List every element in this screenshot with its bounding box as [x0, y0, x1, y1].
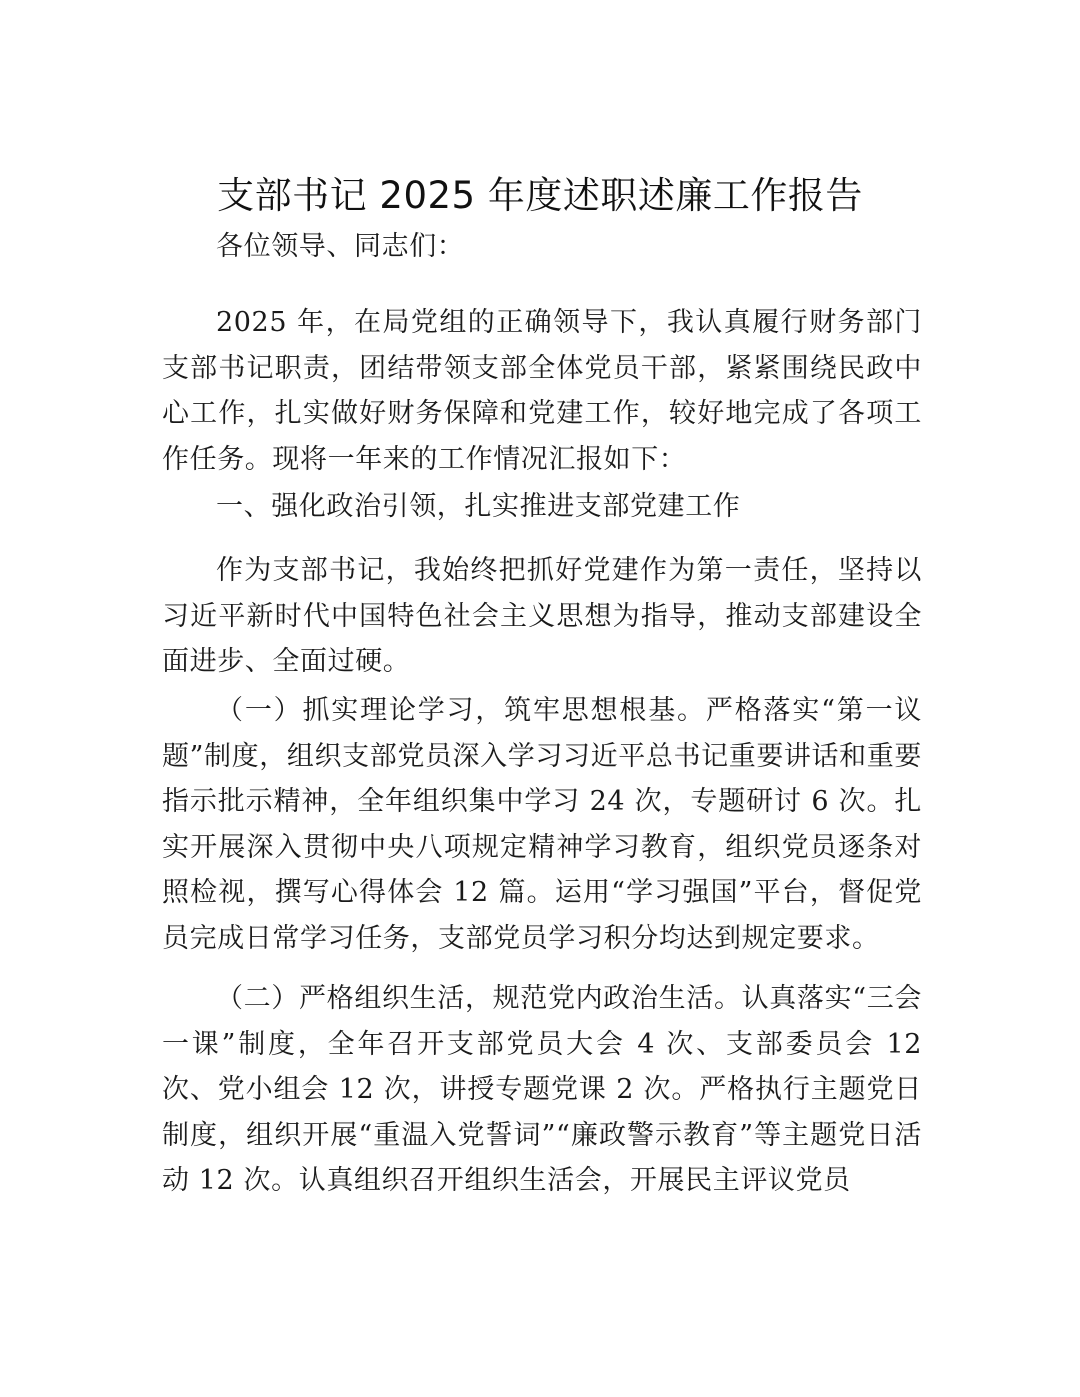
section-intro-paragraph: 作为支部书记，我始终把抓好党建作为第一责任，坚持以习近平新时代中国特色社会主义思想为指导，推动支部建设全面进步、全面过硬。 — [162, 555, 922, 678]
greeting: 各位领导、同志们： — [216, 231, 465, 262]
subsection-paragraph-2: （二）严格组织生活，规范党内政治生活。认真落实“三会一课”制度，全年召开支部党员大会 4 次、支部委员会 12 次、党小组会 12 次，讲授专题党课 2 次。严格执行主题党日制度，组织开展“重温入党誓词”“廉政警示教育”等主题党日活动 12 次。认真组织召开组织生活会，开展民主评议党员 — [162, 983, 922, 1197]
document-title: 支部书记 2025 年度述职述廉工作报告 — [217, 174, 863, 217]
intro-paragraph: 2025 年，在局党组的正确领导下，我认真履行财务部门支部书记职责，团结带领支部全体党员干部，紧紧围绕民政中心工作，扎实做好财务保障和党建工作，较好地完成了各项工作任务。现将一年来的工作情况汇报如下： — [162, 307, 922, 475]
section-heading: 一、强化政治引领，扎实推进支部党建工作 — [216, 491, 741, 522]
subsection-paragraph-1: （一）抓实理论学习，筑牢思想根基。严格落实“第一议题”制度，组织支部党员深入学习习近平总书记重要讲话和重要指示批示精神，全年组织集中学习 24 次，专题研讨 6 次。扎实开展深入贯彻中央八项规定精神学习教育，组织党员逐条对照检视，撰写心得体会 12 篇。运用“学习强国”平台，督促党员完成日常学习任务，支部党员学习积分均达到规定要求。 — [162, 695, 922, 954]
